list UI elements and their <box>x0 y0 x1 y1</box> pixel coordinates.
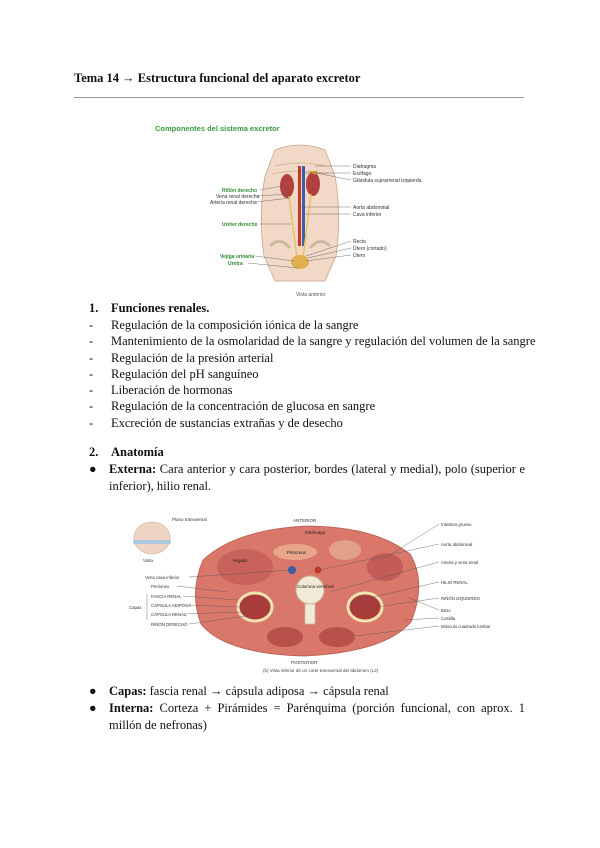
svg-text:Riñón derecho: Riñón derecho <box>222 188 258 194</box>
svg-text:ANTERIOR: ANTERIOR <box>293 518 317 523</box>
svg-text:Capas: Capas <box>129 605 142 610</box>
funciones-list <box>89 317 536 431</box>
list-item: - Regulación de la presión arterial <box>89 350 536 366</box>
page-title: Tema 14 → Estructura funcional del aparato excretor <box>74 71 361 85</box>
figure-transverse-section <box>115 512 500 674</box>
svg-text:Uréter derecho: Uréter derecho <box>222 222 258 228</box>
svg-text:Peritoneo: Peritoneo <box>151 584 170 589</box>
svg-text:Útero (cortado): Útero (cortado) <box>353 246 387 252</box>
list-item: ● Capas: fascia renal → cápsula adiposa → cápsula renal <box>89 684 389 698</box>
svg-text:Diafragma: Diafragma <box>353 164 377 170</box>
list-item: - Regulación de la composición iónica de la sangre <box>89 317 536 333</box>
left-kidney-section <box>348 593 382 621</box>
svg-text:Intestino grueso: Intestino grueso <box>441 522 472 527</box>
svg-text:Recto: Recto <box>353 239 367 245</box>
svg-text:Uretra: Uretra <box>228 261 243 267</box>
svg-text:Estómago: Estómago <box>305 530 326 535</box>
figure1-caption: Vista anterior <box>296 292 326 298</box>
svg-text:Hígado: Hígado <box>233 558 248 563</box>
list-item: - Liberación de hormonas <box>89 382 536 398</box>
vertebra <box>296 576 324 604</box>
list-item: - Regulación del pH sanguíneo <box>89 366 536 382</box>
svg-text:Costilla: Costilla <box>441 616 456 621</box>
inset-body <box>134 522 170 554</box>
anatomia-list <box>89 683 525 734</box>
right-kidney-section <box>238 593 272 621</box>
svg-text:POSTERIOR: POSTERIOR <box>291 660 318 665</box>
svg-text:Arteria y vena renal: Arteria y vena renal <box>441 560 479 565</box>
list-item: ● Interna: Corteza + Pirámides = Parénquima (porción funcional, con aprox. 1 millón de nefronas) <box>89 701 525 732</box>
svg-text:Cava inferior: Cava inferior <box>353 212 382 218</box>
left-kidney <box>306 172 320 196</box>
list-item: ● Externa: Cara anterior y cara posterior, bordes (lateral y medial), polo (superior e inferior), hilio renal. <box>89 462 525 493</box>
svg-text:Bazo: Bazo <box>441 608 451 613</box>
bladder <box>291 255 309 269</box>
svg-text:FASCIA RENAL: FASCIA RENAL <box>151 594 182 599</box>
svg-text:Plano transversal: Plano transversal <box>172 517 207 522</box>
list-item: - Excreción de sustancias extrañas y de desecho <box>89 415 536 431</box>
svg-text:Columna vertebral: Columna vertebral <box>297 584 334 589</box>
svg-text:Arteria renal derecha: Arteria renal derecha <box>210 200 257 206</box>
list-item: - Regulación de la concentración de glucosa en sangre <box>89 398 536 414</box>
section1-heading: 1. Funciones renales. <box>89 301 210 315</box>
svg-text:Vena renal derecha: Vena renal derecha <box>216 194 260 200</box>
svg-text:Aorta abdominal: Aorta abdominal <box>441 542 473 547</box>
figure1-heading: Componentes del sistema excretor <box>155 124 280 133</box>
svg-text:Páncreas: Páncreas <box>287 550 307 555</box>
figure2-caption: (b) Vista inferior de un corte transversal del abdomen (L2) <box>263 668 379 673</box>
svg-text:CÁPSULA RENAL: CÁPSULA RENAL <box>151 612 187 617</box>
svg-text:Vejiga urinaria: Vejiga urinaria <box>220 254 255 260</box>
svg-text:Esófago: Esófago <box>353 171 372 177</box>
title-divider <box>74 97 524 98</box>
anatomia-externa-list <box>89 461 525 495</box>
svg-text:Aorta abdominal: Aorta abdominal <box>353 205 390 211</box>
figure-excretory-system <box>150 116 450 300</box>
list-item: - Mantenimiento de la osmolaridad de la sangre y regulación del volumen de la sangre <box>89 333 536 349</box>
svg-text:HILIO RENAL: HILIO RENAL <box>441 580 468 585</box>
section-anatomia <box>89 444 525 495</box>
section-anatomia-cont <box>89 683 525 734</box>
section-funciones-renales <box>89 300 536 431</box>
section2-heading: 2. Anatomía <box>89 445 164 459</box>
svg-text:Músculo cuadrado lumbar: Músculo cuadrado lumbar <box>441 624 491 629</box>
svg-text:Vena cava inferior: Vena cava inferior <box>145 575 180 580</box>
svg-text:CÁPSULA ADIPOSA: CÁPSULA ADIPOSA <box>151 603 191 608</box>
svg-text:RIÑÓN IZQUIERDO: RIÑÓN IZQUIERDO <box>441 596 480 601</box>
svg-text:RIÑÓN DERECHO: RIÑÓN DERECHO <box>151 622 188 627</box>
svg-text:Útero: Útero <box>353 253 366 259</box>
svg-text:Vista: Vista <box>143 558 153 563</box>
svg-text:Glándula suprarrenal izquierda: Glándula suprarrenal izquierda <box>353 178 422 184</box>
